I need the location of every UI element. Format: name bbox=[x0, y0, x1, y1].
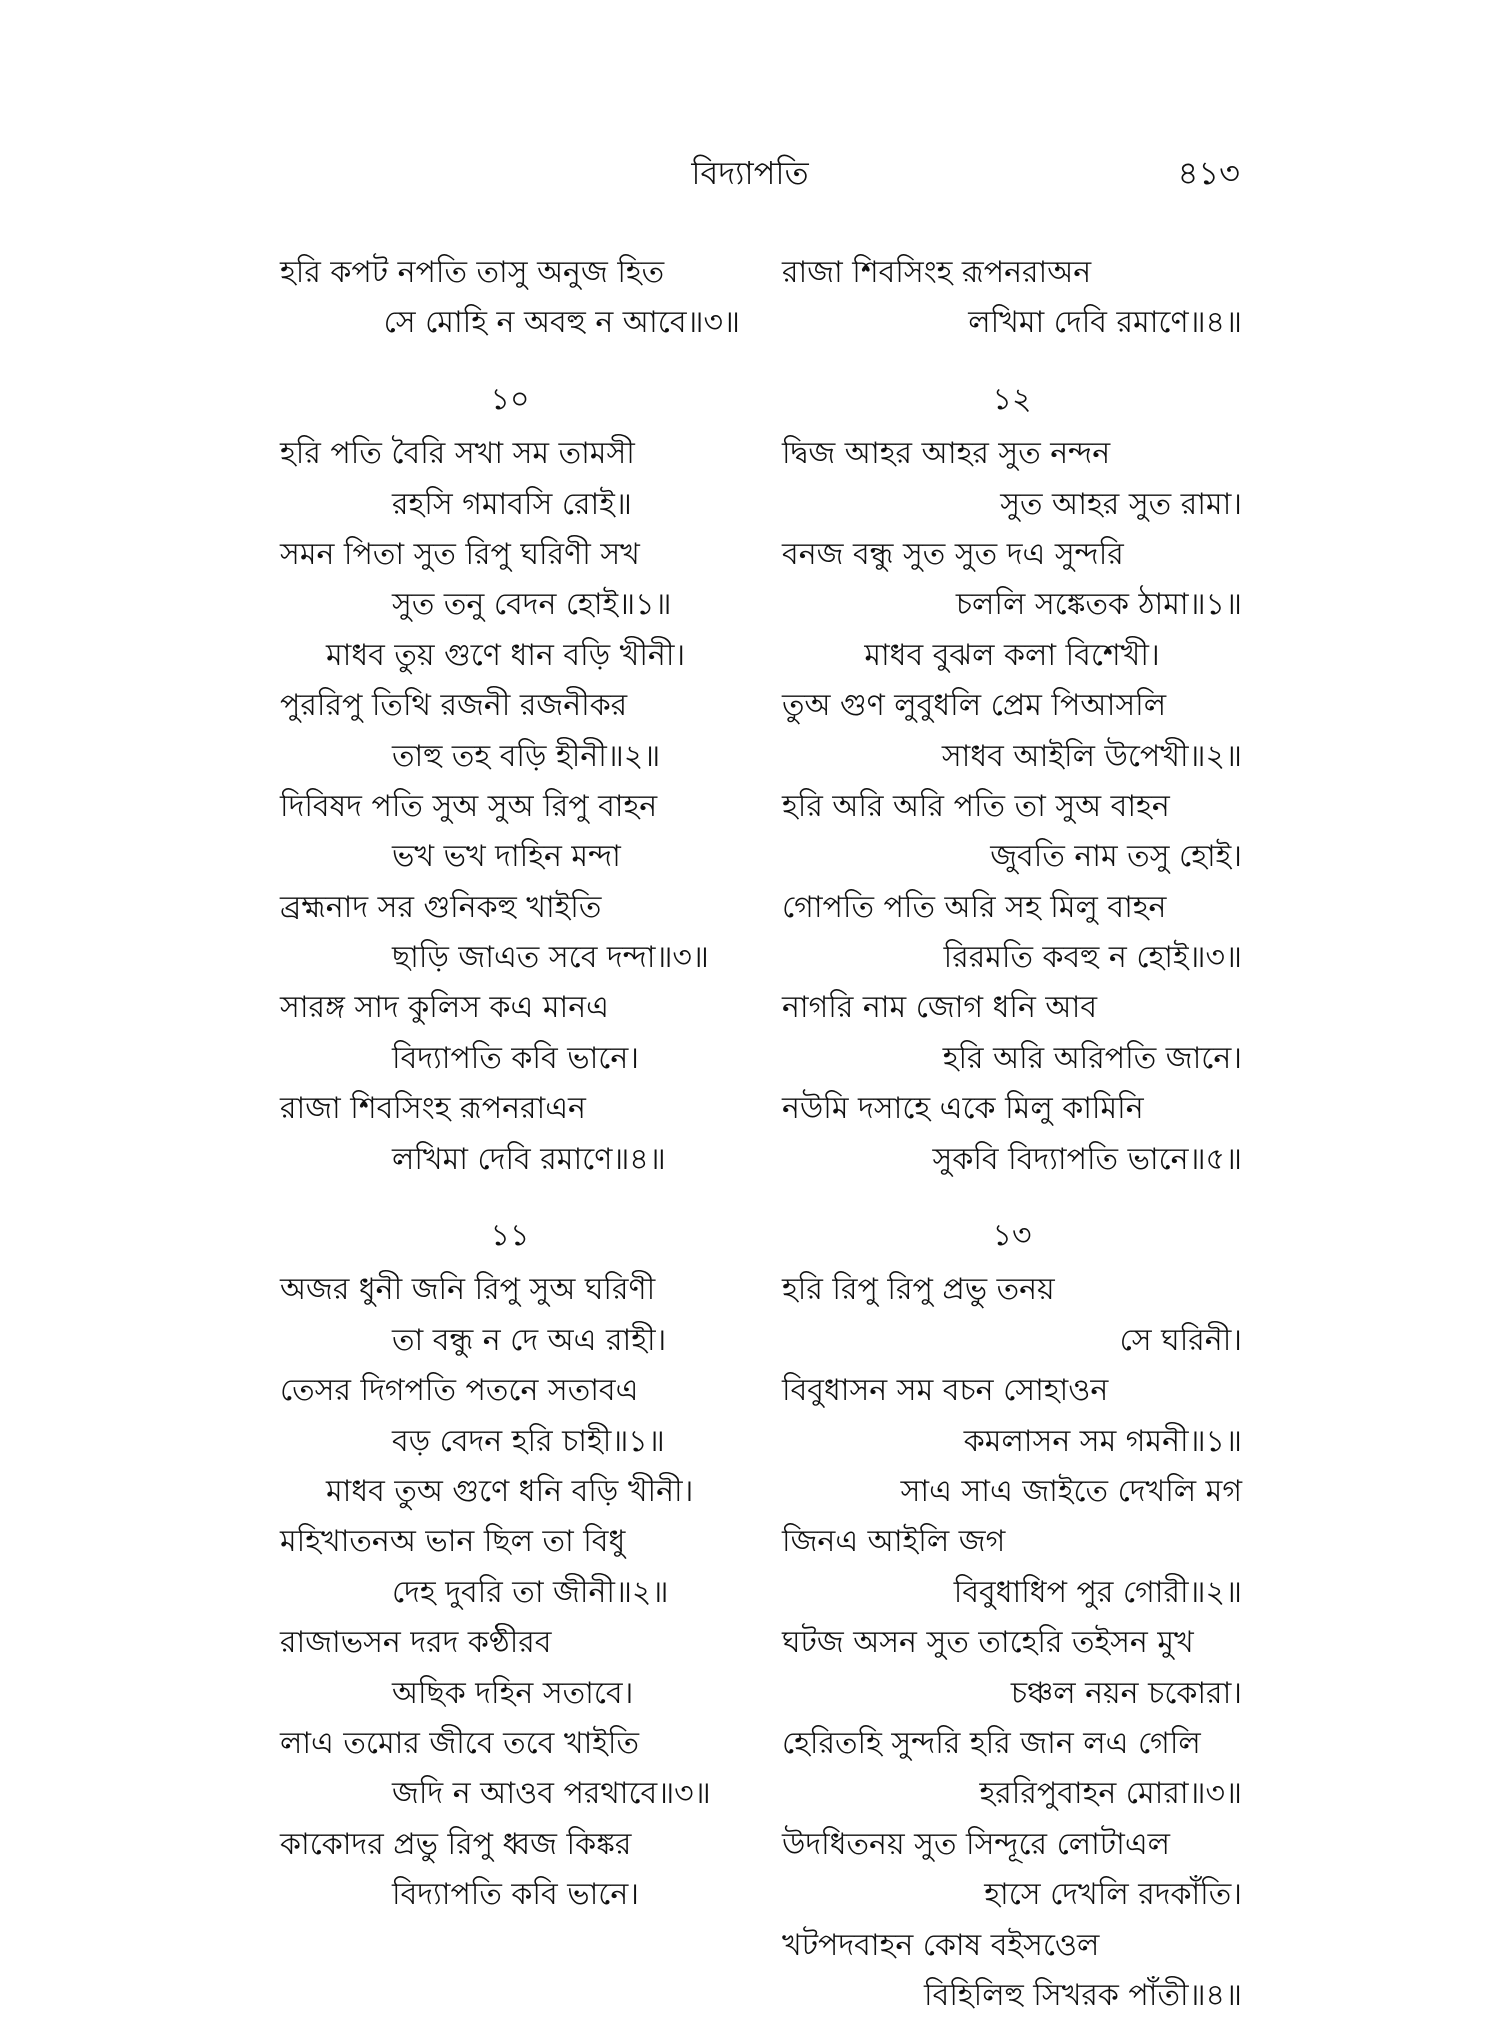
verse-line: মহিখাতনঅ ভান ছিল তা বিধু bbox=[280, 1524, 626, 1560]
poem-10 bbox=[280, 375, 740, 1185]
verse-line: রাজা শিবসিংহ রূপনরাএন bbox=[280, 1091, 586, 1127]
verse-line: পুররিপু তিথি রজনী রজনীকর bbox=[280, 688, 628, 724]
verse-line: বিদ্যাপতি কবি ভানে। bbox=[392, 1040, 639, 1076]
verse-line: জদি ন আওব পরথাবে॥৩॥ bbox=[392, 1776, 711, 1812]
verse-line: তুঅ গুণ লুবুধলি প্রেম পিআসলি bbox=[782, 688, 1167, 724]
poem-11 bbox=[280, 1211, 740, 1920]
verse-line: অজর ধুনী জনি রিপু সুঅ ঘরিণী bbox=[280, 1272, 656, 1308]
verse-line: বড় বেদন হরি চাহী॥১॥ bbox=[392, 1423, 665, 1459]
verse-line: খটপদবাহন কোষ বইসওেল bbox=[782, 1927, 1100, 1963]
verse-line: গোপতি পতি অরি সহ মিলু বাহন bbox=[782, 889, 1167, 925]
verse-line: সুত আহর সুত রামা। bbox=[1000, 486, 1242, 522]
running-title: বিদ্যাপতি bbox=[691, 154, 809, 192]
right-column bbox=[782, 248, 1242, 2021]
verse-line: হরি অরি অরি পতি তা সুঅ বাহন bbox=[782, 788, 1170, 824]
verse-line: বিবুধাসন সম বচন সোহাওন bbox=[782, 1373, 1109, 1409]
verse-line: রিরমতি কবহু ন হোই॥৩॥ bbox=[943, 940, 1242, 976]
poem-number: ১০ bbox=[490, 381, 530, 417]
verse-line: জুবতি নাম তসু হোই। bbox=[990, 839, 1242, 875]
verse-line: রহসি গমাবসি রোই॥ bbox=[392, 486, 632, 522]
verse-line: লখিমা দেবি রমাণে॥৪॥ bbox=[968, 305, 1242, 341]
verse-line: হেরিতহি সুন্দরি হরি জান লএ গেলি bbox=[782, 1725, 1201, 1761]
verse-line: ব্রহ্মনাদ সর গুনিকহু খাইতি bbox=[280, 889, 602, 925]
verse-line: জিনএ আইলি জগ bbox=[782, 1524, 1006, 1560]
verse-line: সারঙ্গ সাদ কুলিস কএ মানএ bbox=[280, 990, 609, 1026]
verse-line: নউমি দসাহে একে মিলু কামিনি bbox=[782, 1091, 1144, 1127]
verse-line: লাএ তমোর জীবে তবে খাইতি bbox=[280, 1725, 639, 1761]
verse-line: উদধিতনয় সুত সিন্দূরে লোটাএল bbox=[782, 1826, 1171, 1862]
poem-13 bbox=[782, 1211, 1242, 2021]
verse-line: নাগরি নাম জোগ ধনি আব bbox=[782, 990, 1098, 1026]
continued-poem-right bbox=[782, 248, 1242, 349]
verse-line: তাহু তহ বড়ি হীনী॥২॥ bbox=[392, 738, 661, 774]
left-column bbox=[280, 248, 740, 1921]
verse-line: ঘটজ অসন সুত তাহেরি তইসন মুখ bbox=[782, 1625, 1194, 1661]
verse-line: দিবিষদ পতি সুঅ সুঅ রিপু বাহন bbox=[280, 788, 658, 824]
verse-line: হরি অরি অরিপতি জানে। bbox=[942, 1040, 1242, 1076]
verse-line: ভখ ভখ দাহিন মন্দা bbox=[392, 839, 621, 875]
verse-line: দেহ দুবরি তা জীনী॥২॥ bbox=[392, 1574, 669, 1610]
verse-line: সাএ সাএ জাইতে দেখলি মগ bbox=[900, 1473, 1242, 1509]
verse-line: চঞ্চল নয়ন চকোরা। bbox=[1010, 1675, 1242, 1711]
verse-line: ছাড়ি জাএত সবে দন্দা॥৩॥ bbox=[392, 940, 709, 976]
verse-line: অছিক দহিন সতাবে। bbox=[392, 1675, 634, 1711]
verse-line: কমলাসন সম গমনী॥১॥ bbox=[963, 1423, 1242, 1459]
verse-line: হরি রিপু রিপু প্রভু তনয় bbox=[782, 1272, 1055, 1308]
verse-line: লখিমা দেবি রমাণে॥৪॥ bbox=[392, 1141, 666, 1177]
verse-line: সুকবি বিদ্যাপতি ভানে॥৫॥ bbox=[932, 1141, 1242, 1177]
verse-line: হররিপুবাহন মোরা॥৩॥ bbox=[979, 1776, 1242, 1812]
page-number: ৪১৩ bbox=[1177, 154, 1240, 192]
refrain-line: মাধব তুঅ গুণে ধনি বড়ি খীনী। bbox=[326, 1473, 694, 1509]
verse-line: সমন পিতা সুত রিপু ঘরিণী সখ bbox=[280, 536, 640, 572]
verse-line: হরি কপট নপতি তাসু অনুজ হিত bbox=[280, 255, 665, 290]
verse-line: চললি সঙ্কেতক ঠামা॥১॥ bbox=[955, 587, 1242, 623]
verse-line: বনজ বন্ধু সুত সুত দএ সুন্দরি bbox=[782, 536, 1124, 572]
verse-line: তা বন্ধু ন দে অএ রাহী। bbox=[392, 1322, 667, 1358]
verse-line: তেসর দিগপতি পতনে সতাবএ bbox=[280, 1373, 639, 1409]
refrain-line: মাধব তুয় গুণে ধান বড়ি খীনী। bbox=[326, 637, 686, 673]
verse-line: রাজাভসন দরদ কণ্ঠীরব bbox=[280, 1625, 552, 1661]
poem-number: ১৩ bbox=[992, 1218, 1032, 1254]
verse-line: সুত তনু বেদন হোই॥১॥ bbox=[392, 587, 672, 623]
verse-line: হরি পতি বৈরি সখা সম তামসী bbox=[280, 436, 635, 472]
verse-line: দ্বিজ আহর আহর সুত নন্দন bbox=[782, 436, 1111, 472]
continued-poem-left bbox=[280, 248, 740, 349]
verse-line: বিবুধাধিপ পুর গোরী॥২॥ bbox=[953, 1574, 1242, 1610]
verse-line: বিহিলিহু সিখরক পাঁতী॥৪॥ bbox=[924, 1977, 1242, 2013]
verse-line: বিদ্যাপতি কবি ভানে। bbox=[392, 1877, 639, 1913]
verse-line: সাধব আইলি উপেখী॥২॥ bbox=[941, 738, 1242, 774]
poem-number: ১১ bbox=[490, 1218, 530, 1254]
verse-line: রাজা শিবসিংহ রূপনরাঅন bbox=[782, 255, 1092, 290]
verse-line: সে মোহি ন অবহু ন আবে॥৩॥ bbox=[383, 305, 740, 341]
verse-line: কাকোদর প্রভু রিপু ধ্বজ কিঙ্কর bbox=[280, 1826, 632, 1862]
poem-12 bbox=[782, 375, 1242, 1185]
verse-line: সে ঘরিনী। bbox=[1119, 1322, 1242, 1358]
verse-line: হাসে দেখলি রদকাঁতি। bbox=[984, 1877, 1242, 1913]
refrain-line: মাধব বুঝল কলা বিশেখী। bbox=[864, 637, 1160, 673]
poem-number: ১২ bbox=[992, 381, 1032, 417]
